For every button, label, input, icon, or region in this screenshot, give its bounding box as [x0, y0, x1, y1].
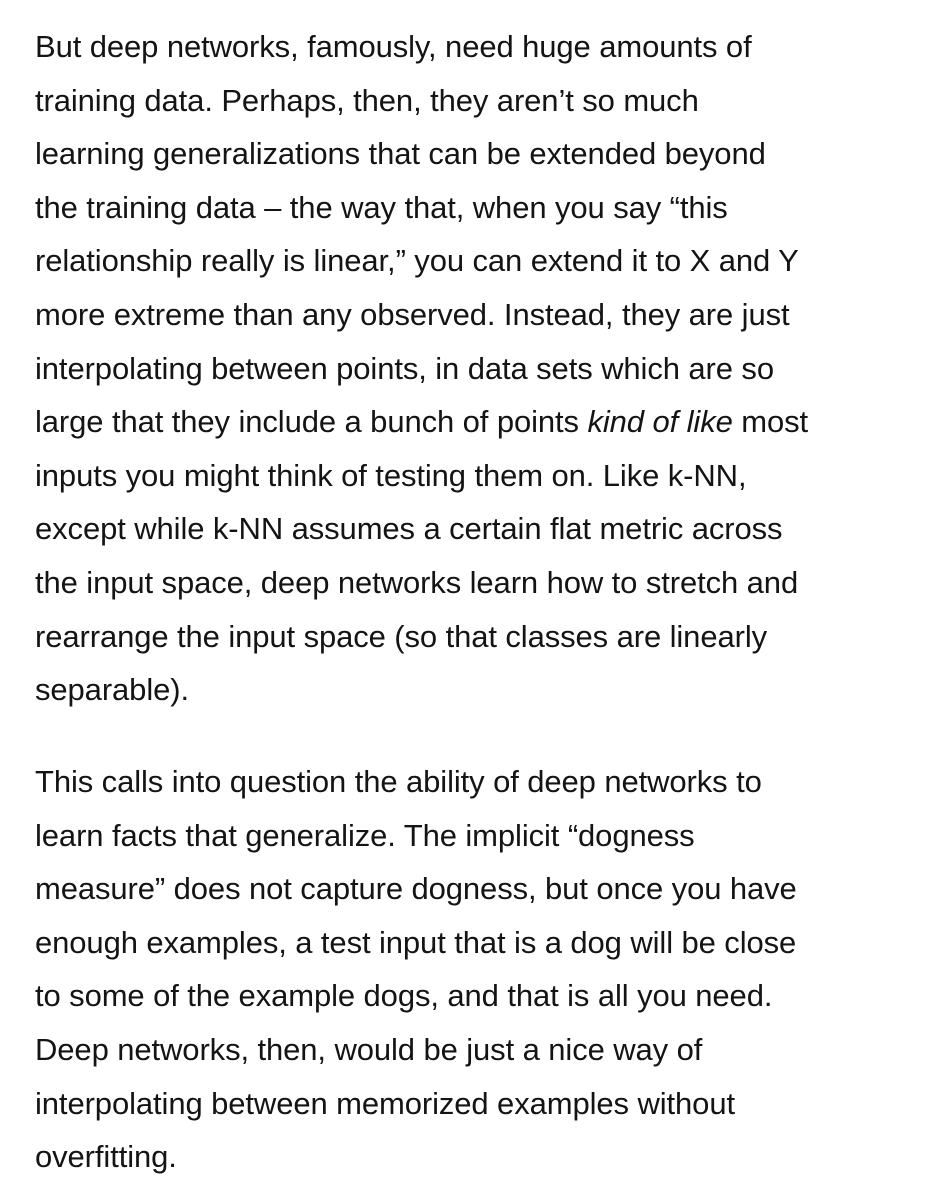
text-line: learn facts that generalize. The implicit “dogness — [35, 817, 695, 853]
text-line: relationship really is linear,” you can extend it to X and Y — [35, 243, 799, 279]
text-line: enough examples, a test input that is a dog will be close — [35, 924, 797, 960]
text-line: interpolating between points, in data sets which are so — [35, 350, 774, 386]
text-line: separable). — [35, 672, 189, 708]
paragraph-generalization-question — [35, 755, 925, 1184]
text-line: the input space, deep networks learn how to stretch and — [35, 564, 799, 600]
text-line-with-emphasis — [35, 395, 925, 449]
text-line: But deep networks, famously, need huge amounts of — [35, 29, 752, 64]
text-segment: most — [732, 404, 809, 440]
text-line: measure” does not capture dogness, but once you have — [35, 871, 797, 907]
text-line: to some of the example dogs, and that is all you need. — [35, 978, 773, 1014]
text-line: learning generalizations that can be extended beyond — [35, 136, 766, 172]
text-line: Deep networks, then, would be just a nice way of — [35, 1031, 703, 1067]
emphasized-text: kind of like — [587, 404, 733, 440]
text-line: except while k-NN assumes a certain flat metric across — [35, 511, 783, 547]
text-line: inputs you might think of testing them on. Like k-NN, — [35, 457, 747, 493]
text-line: rearrange the input space (so that classes are linearly — [35, 618, 768, 654]
text-line: overfitting. — [35, 1139, 177, 1175]
paragraph-deep-networks-training-data — [35, 20, 925, 717]
text-line: interpolating between memorized examples without — [35, 1085, 735, 1121]
text-line: This calls into question the ability of deep networks to — [35, 764, 762, 799]
text-segment: large that they include a bunch of points — [35, 404, 588, 440]
text-line: the training data – the way that, when you say “this — [35, 189, 728, 225]
text-line: more extreme than any observed. Instead, they are just — [35, 296, 790, 332]
text-line: training data. Perhaps, then, they aren’t so much — [35, 82, 699, 118]
